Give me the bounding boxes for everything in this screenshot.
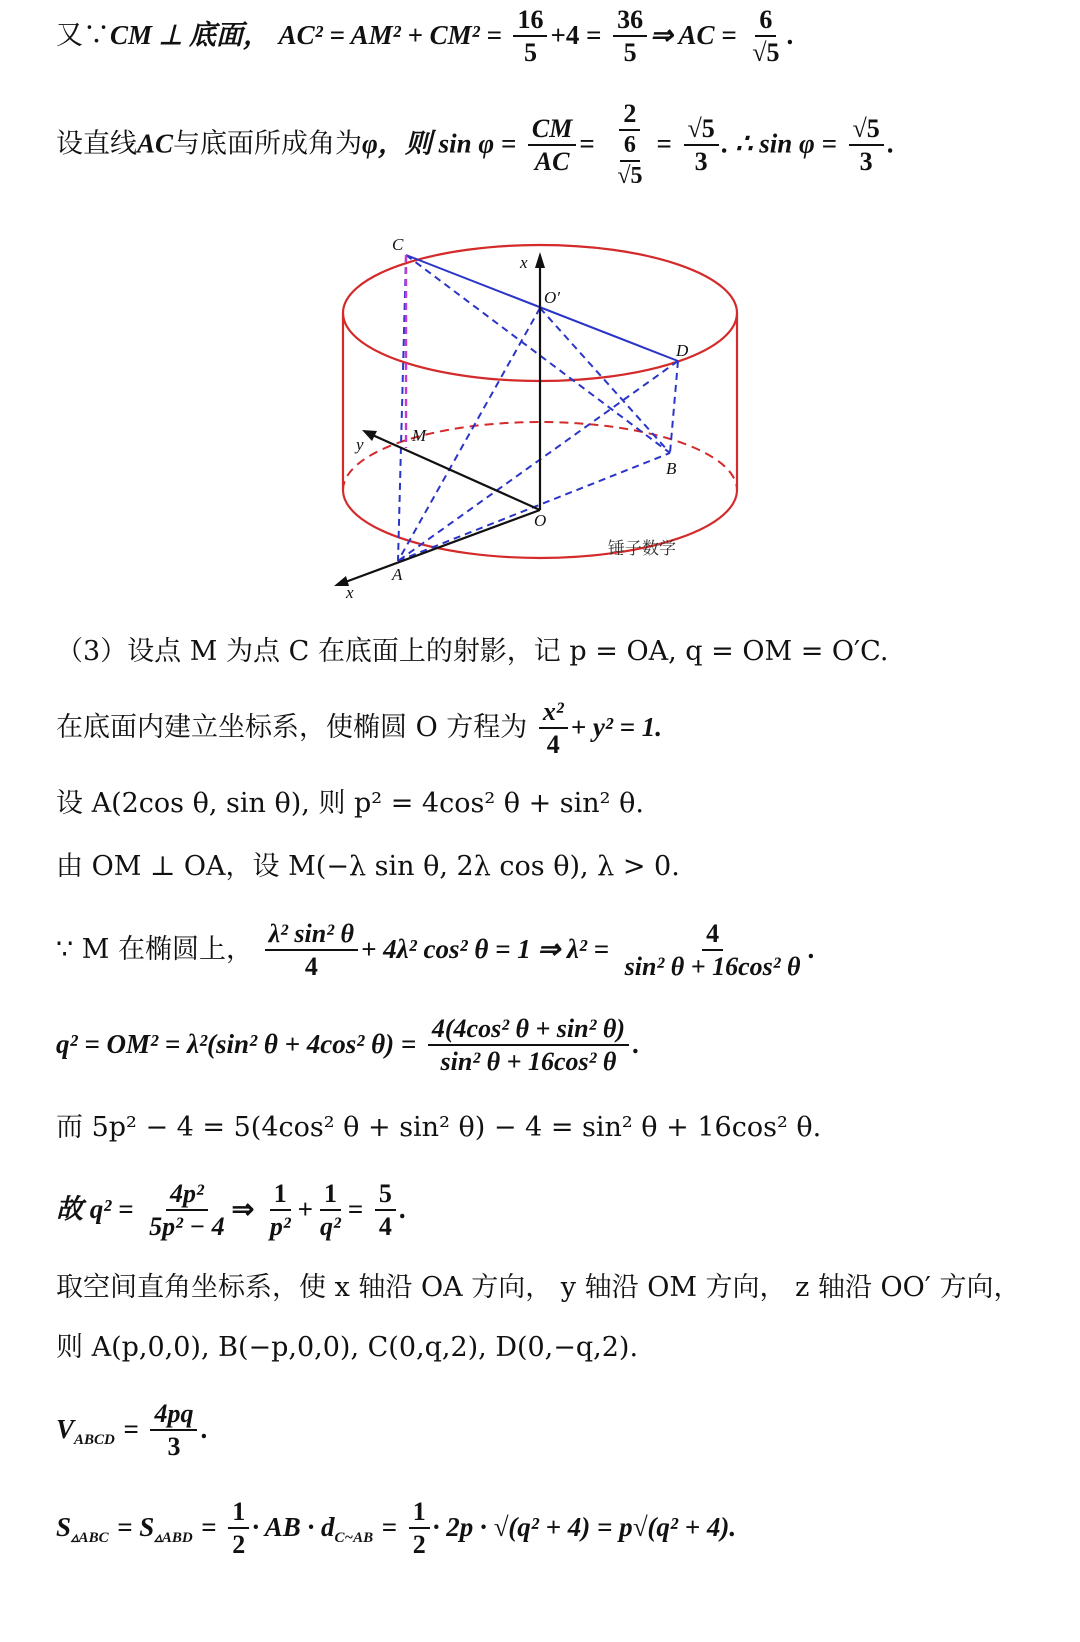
cylinder-figure <box>330 228 760 608</box>
den: sin² θ + 16cos² θ <box>440 1047 617 1077</box>
line-8 <box>56 1015 639 1076</box>
text-angle: 与底面所成角为 <box>173 128 363 160</box>
den: AC <box>534 146 570 176</box>
line-5 <box>56 788 644 820</box>
implies: ⇒ <box>231 1193 255 1224</box>
frac-2-over-6root5 <box>606 100 653 190</box>
num: x² <box>539 698 568 729</box>
frac-half-b <box>409 1498 430 1559</box>
line-1 <box>56 6 793 67</box>
den: 2 <box>412 1530 426 1560</box>
den: 5 <box>523 38 537 68</box>
text-5p2: 而 5p² − 4 = 5(4cos² θ + sin² θ) − 4 = sin² θ + 16cos² θ. <box>56 1112 822 1143</box>
label-o: O <box>534 511 547 530</box>
den: p² <box>269 1212 291 1242</box>
num: 4 <box>702 920 723 951</box>
axis-y-arrow <box>362 430 377 441</box>
period: . <box>886 128 894 159</box>
line-9 <box>56 1112 821 1144</box>
frac-4p2 <box>145 1180 229 1241</box>
watermark: 锤子数学 <box>608 539 676 559</box>
den: q² <box>320 1212 341 1242</box>
den: 5 <box>623 38 637 68</box>
num: √5 <box>849 115 884 146</box>
den: 3 <box>694 146 708 176</box>
den: 3 <box>859 146 873 176</box>
label-axis-top: x <box>520 253 528 272</box>
label-o-prime: O′ <box>544 288 560 307</box>
axis-x <box>340 510 540 584</box>
line-4 <box>56 698 662 759</box>
den-nested <box>606 131 653 189</box>
num: 2 <box>619 100 640 131</box>
frac-1-p2 <box>266 1180 295 1241</box>
text-coord: 在底面内建立坐标系，使椭圆 O 方程为 <box>56 711 528 743</box>
equals: = <box>656 128 672 159</box>
sub-abcd: ABCD <box>74 1432 115 1449</box>
edge-db <box>670 361 678 453</box>
frac-16-5 <box>513 6 547 67</box>
var-v: V <box>56 1413 75 1444</box>
text-because: 又∵ <box>56 19 110 51</box>
equals: = <box>123 1413 139 1444</box>
frac-6-root5 <box>748 6 783 67</box>
num: 1 <box>409 1498 430 1529</box>
equals: = <box>347 1193 364 1224</box>
line-12 <box>56 1332 638 1364</box>
frac-4-over-sum <box>621 920 805 981</box>
num: λ² sin² θ <box>265 920 358 951</box>
line-13 <box>56 1400 207 1461</box>
frac-cm-ac <box>528 115 576 176</box>
plus-four: +4 = <box>550 19 602 50</box>
text-set-a: 设 A(2cos θ, sin θ), 则 p² = 4cos² θ + sin² θ. <box>56 788 644 819</box>
frac-5-4 <box>375 1180 396 1241</box>
edge-cd <box>406 255 678 361</box>
eq-q2: q² = OM² = λ²(sin² θ + 4cos² θ) = <box>56 1028 417 1059</box>
frac-lambda <box>265 920 358 981</box>
num: 1 <box>228 1498 249 1529</box>
den: 5p² − 4 <box>149 1212 225 1242</box>
period: . <box>786 19 794 50</box>
nested-frac <box>613 133 646 189</box>
num: CM <box>528 115 576 146</box>
line-14 <box>56 1498 736 1559</box>
line-3 <box>56 636 888 668</box>
den: 4 <box>546 730 560 760</box>
line-11 <box>56 1272 1021 1304</box>
text-part3: （3）设点 M 为点 C 在底面上的射影，记 p = OA, q = OM = O′C. <box>56 636 889 667</box>
axis-y <box>368 433 540 510</box>
num: 16 <box>513 6 547 37</box>
text-set-line: 设直线 <box>56 128 137 160</box>
eq-ellipse: + y² = 1. <box>570 711 663 742</box>
num: 6 <box>755 6 776 37</box>
num: 4pq <box>150 1400 197 1431</box>
equals: = <box>381 1511 398 1542</box>
period: . <box>807 933 815 964</box>
edge-cb <box>406 255 670 453</box>
eq-ac-squared: AC² = AM² + CM² = <box>278 19 502 50</box>
implies-ac: ⇒ AC = <box>650 19 737 50</box>
period: . <box>632 1028 639 1059</box>
num: √5 <box>684 115 719 146</box>
num: 4p² <box>166 1180 208 1211</box>
label-a: A <box>392 565 403 584</box>
var-s: S <box>56 1511 72 1542</box>
label-axis-y: y <box>356 435 364 454</box>
frac-1-q2 <box>316 1180 345 1241</box>
den: 4 <box>378 1212 392 1242</box>
eq-thus-q2: 故 q² = <box>56 1193 134 1224</box>
num: 6 <box>620 133 640 162</box>
label-b: B <box>666 459 677 478</box>
therefore-sin: . ∴ sin φ = <box>721 128 837 159</box>
line-10 <box>56 1180 406 1241</box>
period: . <box>398 1193 406 1224</box>
den: 3 <box>167 1432 181 1462</box>
label-axis-x: x <box>346 583 354 602</box>
frac-36-5 <box>613 6 647 67</box>
edge-ca <box>398 255 406 561</box>
den: 2 <box>232 1530 246 1560</box>
eq-lambda: + 4λ² cos² θ = 1 ⇒ λ² = <box>361 933 610 964</box>
period: . <box>200 1413 208 1444</box>
eq-cm-perp: CM ⊥ 底面， <box>110 19 271 50</box>
num: 4(4cos² θ + sin² θ) <box>428 1015 629 1046</box>
den: √5 <box>617 163 643 190</box>
den: √5 <box>752 38 780 68</box>
plus: + <box>297 1193 314 1224</box>
label-m: M <box>412 426 427 445</box>
text-axes: 取空间直角坐标系，使 x 轴沿 OA 方向， y 轴沿 OM 方向， z 轴沿 OO′ 方向， <box>56 1272 1021 1303</box>
var-ac: AC <box>137 128 174 159</box>
frac-4pq-3 <box>150 1400 197 1461</box>
num: 36 <box>613 6 647 37</box>
text-set-m: 由 OM ⊥ OA，设 M(−λ sin θ, 2λ cos θ), λ > 0. <box>56 851 680 882</box>
sub-c-ab: C~AB <box>334 1530 374 1547</box>
eq-area-result: · 2p · √(q² + 4) = p√(q² + 4). <box>432 1511 737 1542</box>
ab-dist: · AB · d <box>252 1511 335 1542</box>
line-2 <box>56 100 894 190</box>
equals: = <box>579 128 595 159</box>
cylinder-diagram <box>330 228 760 608</box>
label-c: C <box>392 235 404 254</box>
text-coords: 则 A(p,0,0), B(−p,0,0), C(0,q,2), D(0,−q,2). <box>56 1332 639 1363</box>
num: 1 <box>270 1180 291 1211</box>
frac-x2-4 <box>539 698 568 759</box>
sub-abd: ▵ABD <box>154 1530 193 1547</box>
frac-root5-3 <box>684 115 719 176</box>
text-m-on-ellipse: ∵ M 在椭圆上， <box>56 933 253 965</box>
axis-z-arrow <box>535 252 545 268</box>
num: 1 <box>320 1180 341 1211</box>
line-7 <box>56 920 814 981</box>
eq-s: = S <box>117 1511 155 1542</box>
sub-abc: ▵ABC <box>71 1530 109 1547</box>
eq-sin-phi: ，则 sin φ = <box>377 128 517 159</box>
den: 4 <box>304 952 318 982</box>
edge-da <box>398 361 678 561</box>
line-6 <box>56 851 680 883</box>
equals: = <box>201 1511 217 1542</box>
var-phi: φ <box>362 128 378 159</box>
frac-root5-3-b <box>849 115 884 176</box>
frac-half <box>228 1498 249 1559</box>
label-d: D <box>676 341 689 360</box>
frac-q2 <box>428 1015 629 1076</box>
den: sin² θ + 16cos² θ <box>624 952 801 982</box>
num: 5 <box>375 1180 396 1211</box>
